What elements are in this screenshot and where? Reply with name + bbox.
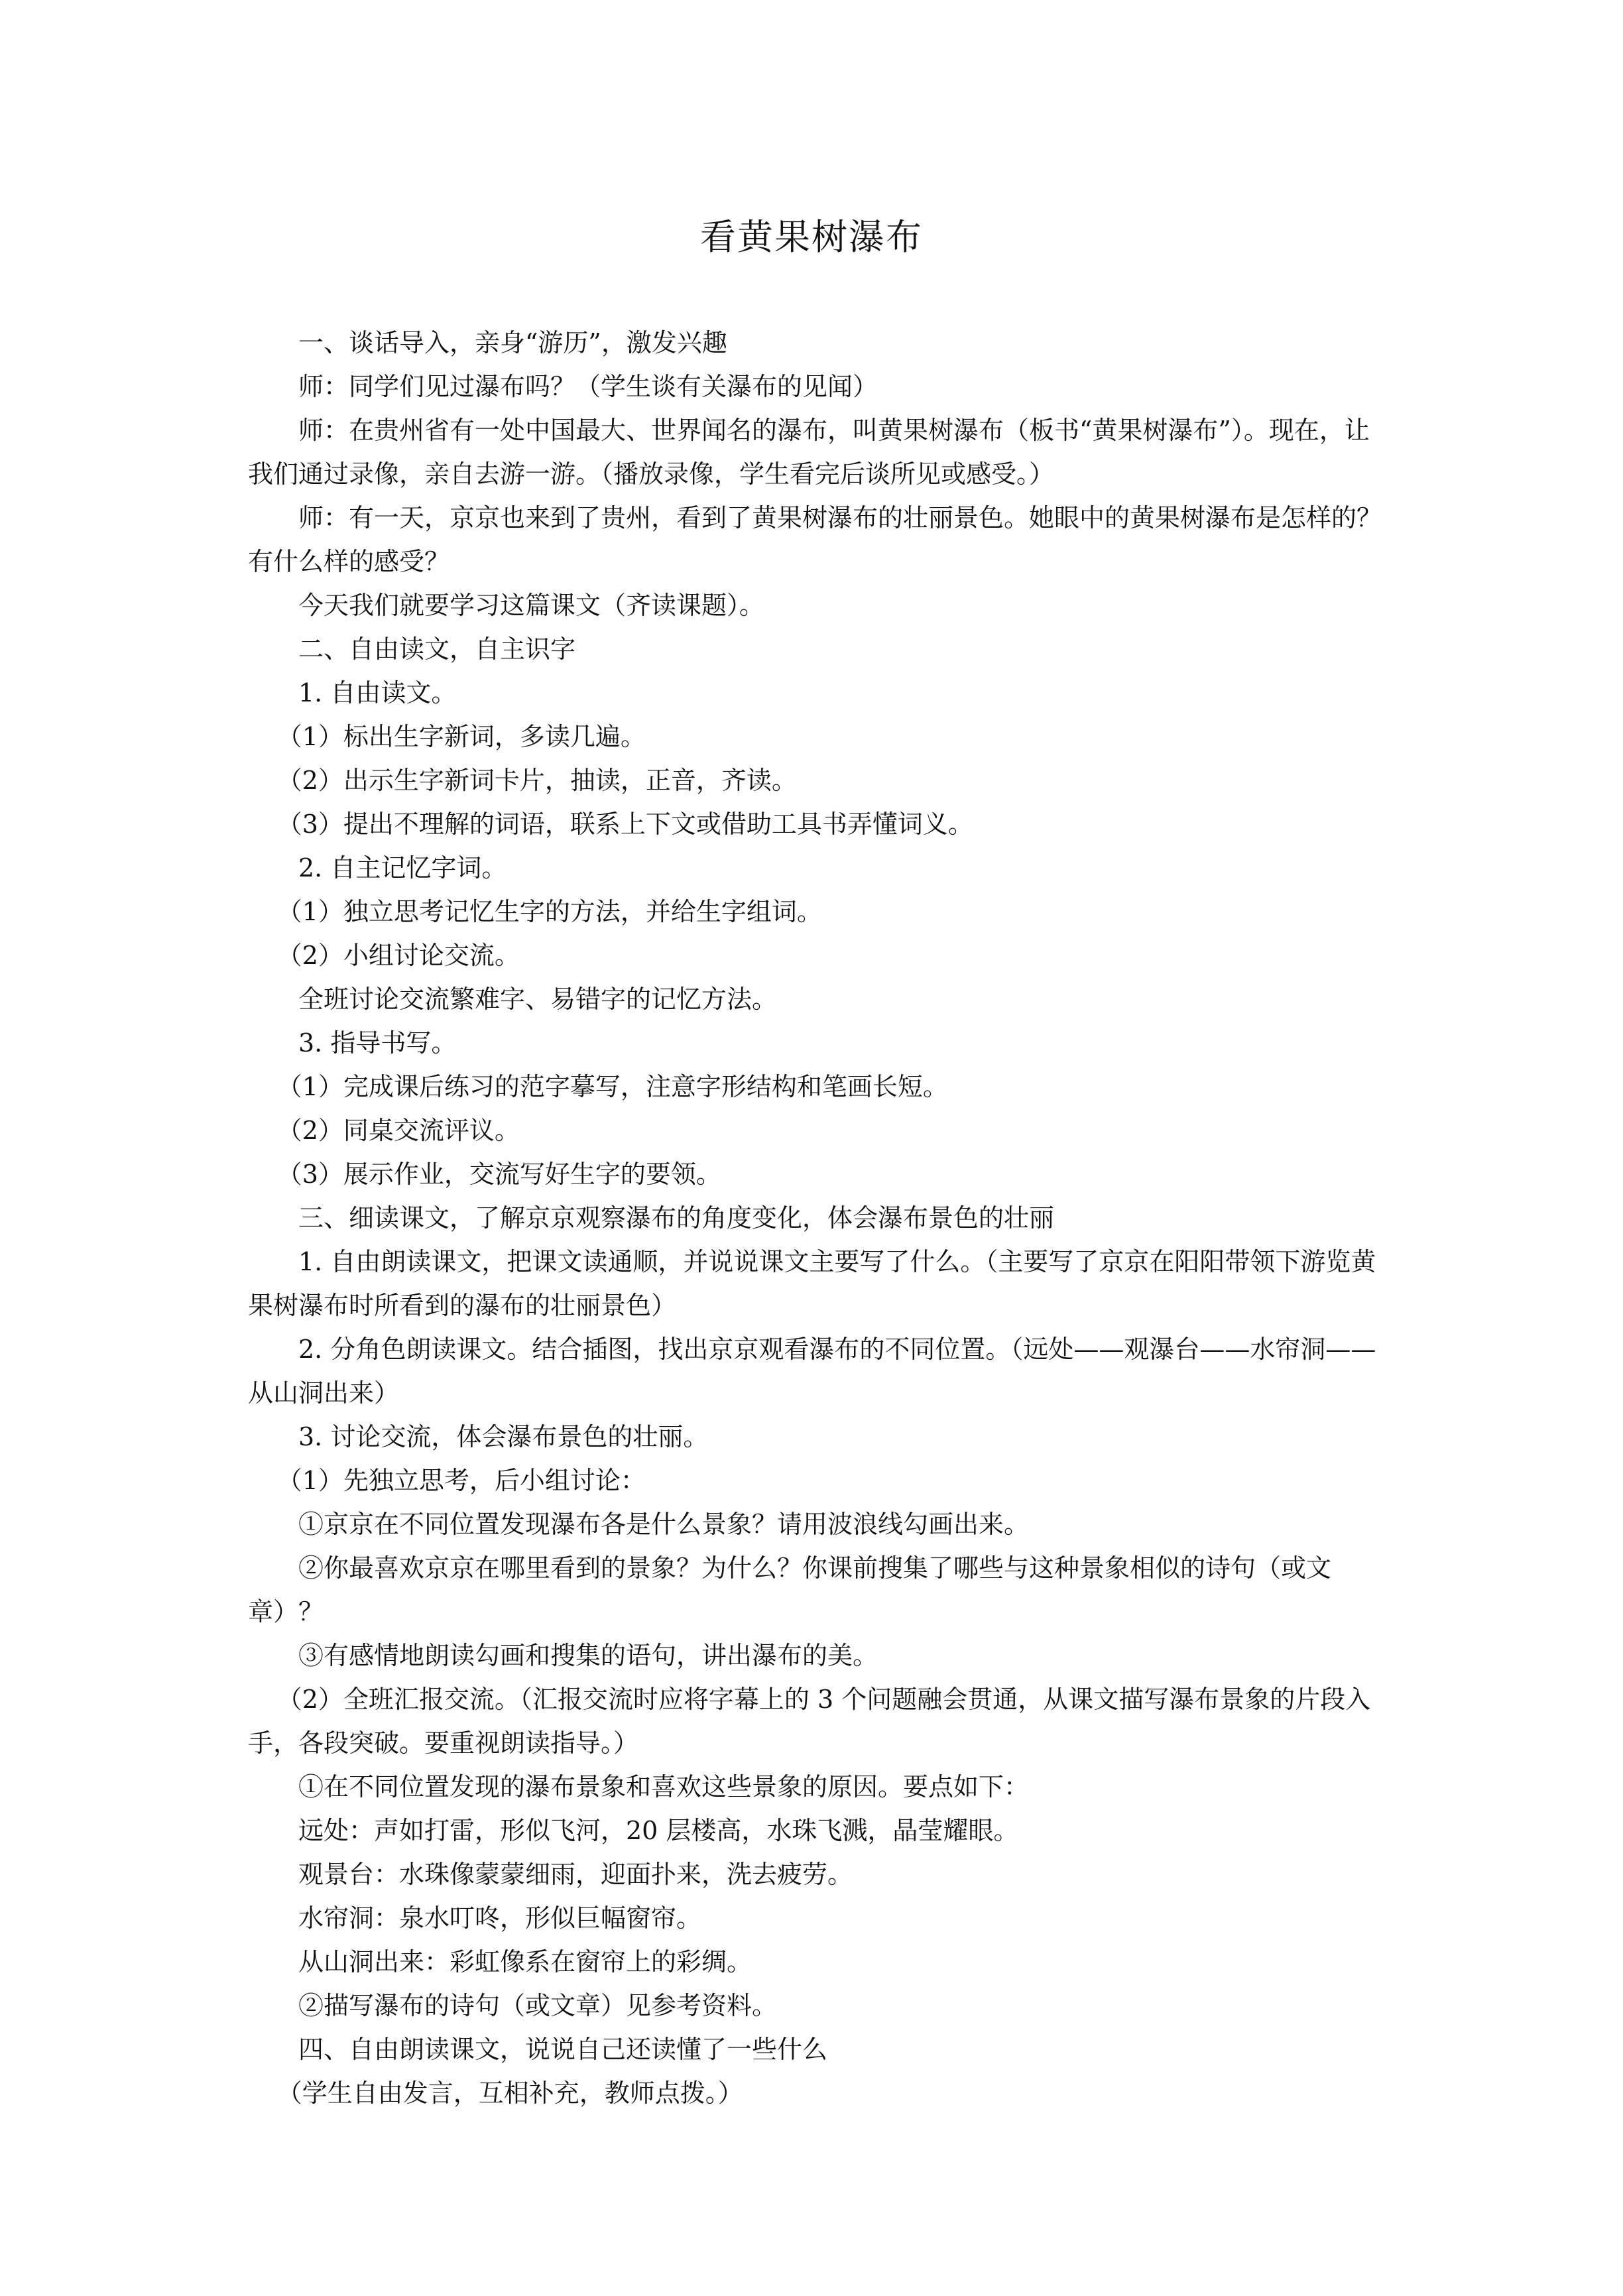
paragraph: 观景台：水珠像蒙蒙细雨，迎面扑来，洗去疲劳。 <box>298 1860 853 1889</box>
paragraph: 四、自由朗读课文，说说自己还读懂了一些什么 <box>298 2035 828 2064</box>
paragraph: ①京京在不同位置发现瀑布各是什么景象？请用波浪线勾画出来。 <box>298 1510 1030 1539</box>
paragraph: 远处：声如打雷，形似飞河，20 层楼高，水珠飞溅，晶莹耀眼。 <box>298 1816 1019 1845</box>
paragraph: ②你最喜欢京京在哪里看到的景象？为什么？你课前搜集了哪些与这种景象相似的诗句（或文章）？ <box>248 1553 1332 1626</box>
paragraph: 一、谈话导入，亲身“游历”，激发兴趣 <box>298 328 727 357</box>
paragraph: （3）提出不理解的词语，联系上下文或借助工具书弄懂词义。 <box>276 810 973 839</box>
paragraph: 水帘洞：泉水叮咚，形似巨幅窗帘。 <box>298 1903 702 1933</box>
paragraph: 1. 自由读文。 <box>298 678 457 707</box>
paragraph: 师：同学们见过瀑布吗？（学生谈有关瀑布的见闻） <box>298 372 878 401</box>
document-title: 看黄果树瀑布 <box>700 216 923 258</box>
paragraph: ②描写瀑布的诗句（或文章）见参考资料。 <box>298 1991 778 2020</box>
paragraph: 二、自由读文，自主识字 <box>298 634 576 664</box>
paragraph: （1）先独立思考，后小组讨论： <box>276 1466 646 1495</box>
paragraph: 2. 分角色朗读课文。结合插图，找出京京观看瀑布的不同位置。（远处——观瀑台——水帘洞——从山洞出来） <box>248 1335 1376 1408</box>
paragraph: 师：在贵州省有一处中国最大、世界闻名的瀑布，叫黄果树瀑布（板书“黄果树瀑布”）。现在，让我们通过录像，亲自去游一游。（播放录像，学生看完后谈所见或感受。） <box>248 416 1370 489</box>
paragraph: （学生自由发言，互相补充，教师点拨。） <box>276 2079 743 2108</box>
paragraph: （1）完成课后练习的范字摹写，注意字形结构和笔画长短。 <box>276 1072 948 1101</box>
paragraph: 全班讨论交流繁难字、易错字的记忆方法。 <box>298 985 778 1014</box>
paragraph: （2）全班汇报交流。（汇报交流时应将字幕上的 3 个问题融会贯通，从课文描写瀑布景象的片段入手，各段突破。要重视朗读指导。） <box>248 1685 1371 1758</box>
paragraph: 3. 讨论交流，体会瀑布景色的壮丽。 <box>298 1422 709 1451</box>
paragraph: 从山洞出来：彩虹像系在窗帘上的彩绸。 <box>298 1947 752 1976</box>
paragraph: ①在不同位置发现的瀑布景象和喜欢这些景象的原因。要点如下： <box>298 1772 1030 1801</box>
paragraph: ③有感情地朗读勾画和搜集的语句，讲出瀑布的美。 <box>298 1641 878 1670</box>
paragraph: 今天我们就要学习这篇课文（齐读课题）。 <box>298 591 765 620</box>
paragraph: 1. 自由朗读课文，把课文读通顺，并说说课文主要写了什么。（主要写了京京在阳阳带领下游览黄果树瀑布时所看到的瀑布的壮丽景色） <box>248 1247 1376 1320</box>
paragraph: 2. 自主记忆字词。 <box>298 853 507 882</box>
paragraph: 师：有一天，京京也来到了贵州，看到了黄果树瀑布的壮丽景色。她眼中的黄果树瀑布是怎样的？有什么样的感受？ <box>248 503 1382 576</box>
paragraph: （2）同桌交流评议。 <box>276 1116 520 1145</box>
paragraph: 三、细读课文，了解京京观察瀑布的角度变化，体会瀑布景色的壮丽 <box>298 1203 1055 1233</box>
paragraph: （2）小组讨论交流。 <box>276 941 520 970</box>
document-body <box>248 321 1383 2115</box>
paragraph: 3. 指导书写。 <box>298 1028 457 1057</box>
paragraph: （1）标出生字新词，多读几遍。 <box>276 722 646 751</box>
paragraph: （1）独立思考记忆生字的方法，并给生字组词。 <box>276 897 822 926</box>
paragraph: （2）出示生字新词卡片，抽读，正音，齐读。 <box>276 766 797 795</box>
paragraph: （3）展示作业，交流写好生字的要领。 <box>276 1160 721 1189</box>
